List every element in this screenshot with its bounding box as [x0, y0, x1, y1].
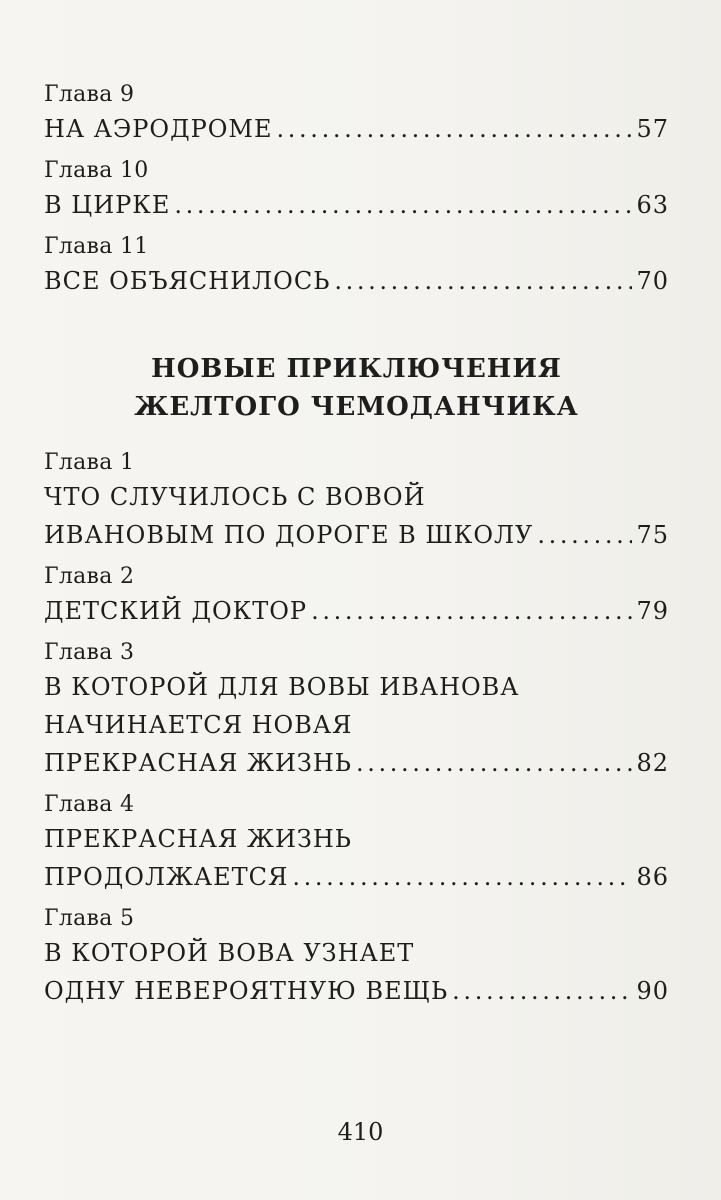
section-title-line: ЖЕЛТОГО ЧЕМОДАНЧИКА [134, 392, 579, 422]
page-number: 82 [636, 749, 669, 777]
chapter-title: ПРЕКРАСНАЯ ЖИЗНЬ [44, 749, 352, 777]
chapter-title-line [44, 668, 669, 706]
page-number: 79 [636, 597, 669, 625]
chapter-title-line [44, 110, 669, 148]
page-number: 63 [636, 191, 669, 219]
chapter-title: ПРЕКРАСНАЯ ЖИЗНЬ [44, 825, 352, 853]
chapter-label: Глава 9 [44, 82, 135, 107]
leader-dots [452, 972, 632, 1010]
chapter-title: ПРОДОЛЖАЕТСЯ [44, 863, 289, 891]
chapter-title-line [44, 262, 669, 300]
toc-entry [44, 904, 669, 1010]
chapter-title-line [44, 858, 669, 896]
chapter-label: Глава 5 [44, 906, 135, 931]
page-number: 75 [636, 521, 669, 549]
chapter-title: В ЦИРКЕ [44, 191, 171, 219]
toc-entry [44, 448, 669, 554]
leader-dots [311, 592, 632, 630]
chapter-label: Глава 11 [44, 234, 149, 259]
leader-dots [334, 262, 632, 300]
toc-entry [44, 80, 669, 148]
toc-entry [44, 562, 669, 630]
page-number: 86 [636, 863, 669, 891]
chapter-title: ИВАНОВЫМ ПО ДОРОГЕ В ШКОЛУ [44, 521, 534, 549]
chapter-label: Глава 10 [44, 158, 149, 183]
page-number: 57 [636, 115, 669, 143]
chapter-title-line [44, 478, 669, 516]
chapter-title: ДЕТСКИЙ ДОКТОР [44, 597, 308, 625]
chapter-title: ОДНУ НЕВЕРОЯТНУЮ ВЕЩЬ [44, 977, 449, 1005]
chapter-title-line [44, 934, 669, 972]
chapter-title-line [44, 820, 669, 858]
toc-entry [44, 156, 669, 224]
chapter-title: В КОТОРОЙ ДЛЯ ВОВЫ ИВАНОВА [44, 673, 520, 701]
toc-entry [44, 790, 669, 896]
chapter-title: В КОТОРОЙ ВОВА УЗНАЕТ [44, 939, 415, 967]
leader-dots [277, 110, 633, 148]
chapter-title: НА АЭРОДРОМЕ [44, 115, 273, 143]
section-title [44, 350, 669, 426]
chapter-title: НАЧИНАЕТСЯ НОВАЯ [44, 711, 353, 739]
chapter-label: Глава 2 [44, 564, 135, 589]
chapter-title-line [44, 972, 669, 1010]
chapter-title-line [44, 744, 669, 782]
page-number: 70 [636, 267, 669, 295]
chapter-title: ВСЕ ОБЪЯСНИЛОСЬ [44, 267, 331, 295]
chapter-label: Глава 1 [44, 450, 135, 475]
chapter-label: Глава 4 [44, 792, 135, 817]
chapter-title: ЧТО СЛУЧИЛОСЬ С ВОВОЙ [44, 483, 426, 511]
toc-entry [44, 232, 669, 300]
chapter-title-line [44, 592, 669, 630]
section-title-line: НОВЫЕ ПРИКЛЮЧЕНИЯ [151, 354, 562, 384]
chapter-title-line [44, 186, 669, 224]
chapter-label: Глава 3 [44, 640, 135, 665]
toc-entry [44, 638, 669, 782]
chapter-title-line [44, 706, 669, 744]
chapter-title-line [44, 516, 669, 554]
leader-dots [356, 744, 633, 782]
page-number: 90 [636, 977, 669, 1005]
table-of-contents [44, 80, 669, 1018]
leader-dots [174, 186, 632, 224]
leader-dots [537, 516, 632, 554]
leader-dots [292, 858, 632, 896]
folio-page-number: 410 [337, 1118, 384, 1146]
